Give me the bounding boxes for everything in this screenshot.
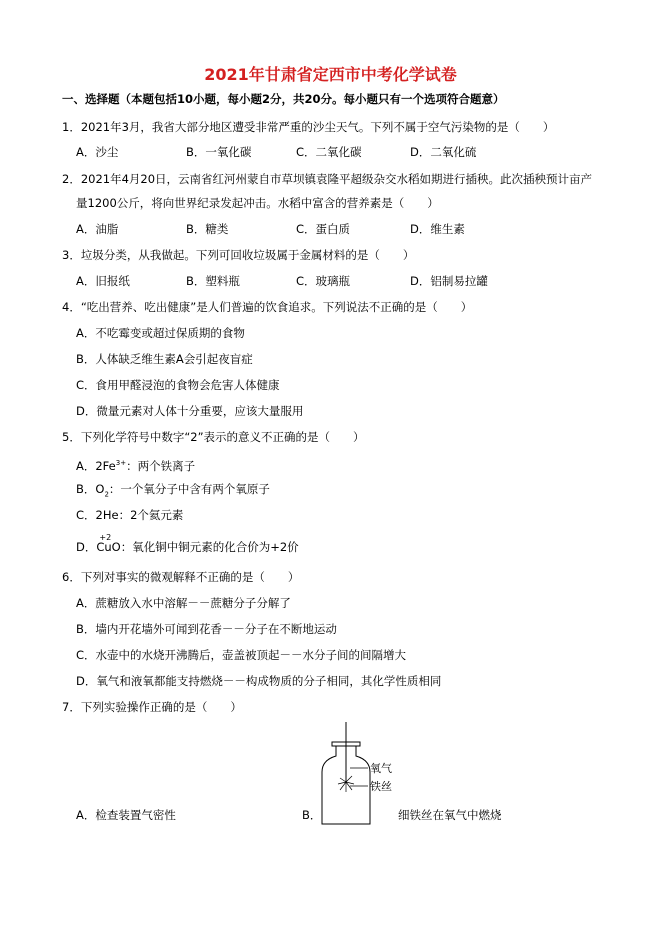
question-2-option-a: A．油脂 [76, 222, 119, 236]
question-4-option-c: C．食用甲醛浸泡的食物会危害人体健康 [76, 378, 280, 392]
question-5-option-a [76, 456, 195, 473]
question-4-option-b: B．人体缺乏维生素A会引起夜盲症 [76, 352, 253, 366]
question-4-option-d: D．微量元素对人体十分重要，应该大量服用 [76, 404, 304, 418]
option-a-formula: A．2Fe [76, 458, 116, 473]
question-7-option-b-caption: 细铁丝在氧气中燃烧 [398, 808, 502, 822]
option-d-letter: D． [76, 540, 97, 554]
question-1-option-c: C．二氧化碳 [296, 145, 362, 159]
question-4-stem: 4．“吃出营养、吃出健康”是人们普遍的饮食追求。下列说法不正确的是（ ） [62, 300, 473, 314]
question-7-stem: 7．下列实验操作正确的是（ ） [62, 700, 242, 714]
option-d-text: ：氧化铜中铜元素的化合价为+2价 [120, 540, 299, 554]
question-5-option-b [76, 482, 270, 501]
question-5-option-c: C．2He：2个氦元素 [76, 508, 184, 522]
question-6-option-a: A．蔗糖放入水中溶解－－蔗糖分子分解了 [76, 596, 291, 610]
formula-cuo: CuO [96, 540, 121, 554]
question-3-option-b: B．塑料瓶 [186, 274, 240, 288]
question-6-stem: 6．下列对事实的微观解释不正确的是（ ） [62, 570, 300, 584]
question-5-option-d [76, 533, 299, 554]
question-3-stem: 3．垃圾分类，从我做起。下列可回收垃圾属于金属材料的是（ ） [62, 248, 415, 262]
question-3-option-d: D．铝制易拉罐 [410, 274, 488, 288]
question-2-option-d: D．维生素 [410, 222, 465, 236]
question-3-option-c: C．玻璃瓶 [296, 274, 351, 288]
question-1-option-a: A．沙尘 [76, 145, 119, 159]
option-d-valence-formula [96, 533, 121, 554]
section-heading: 一、选择题（本题包括10小题，每小题2分，共20分。每小题只有一个选项符合题意） [62, 92, 505, 106]
valence-mark: +2 [99, 533, 112, 542]
question-7-option-a: A．检查装置气密性 [76, 808, 176, 822]
question-6-option-d: D．氧气和液氧都能支持燃烧－－构成物质的分子相同，其化学性质相同 [76, 674, 442, 688]
option-a-charge: 3+ [115, 459, 127, 467]
option-b-formula: B．O [76, 482, 105, 496]
label-oxygen: 氧气 [370, 762, 392, 775]
question-7-option-b: B． [302, 808, 322, 822]
question-1-option-b: B．一氧化碳 [186, 145, 252, 159]
question-1-stem: 1．2021年3月，我省大部分地区遭受非常严重的沙尘天气。下列不属于空气污染物的是（ ） [62, 120, 555, 134]
question-5-stem: 5．下列化学符号中数字“2”表示的意义不正确的是（ ） [62, 430, 365, 444]
question-2-option-c: C．蛋白质 [296, 222, 351, 236]
question-4-option-a: A．不吃霉变或超过保质期的食物 [76, 326, 245, 340]
question-2-stem-line-2: 量1200公斤，将向世界纪录发起冲击。水稻中富含的营养素是（ ） [76, 196, 439, 210]
option-a-text: ：两个铁离子 [126, 458, 196, 473]
question-2-option-b: B．糖类 [186, 222, 229, 236]
label-iron-wire: 铁丝 [370, 780, 392, 793]
question-2-stem-line-1: 2．2021年4月20日，云南省红河州蒙自市草坝镇袁隆平超级杂交水稻如期进行插秧。此次插秧预计亩产 [62, 172, 593, 186]
question-6-option-c: C．水壶中的水烧开沸腾后，壶盖被顶起－－水分子间的间隔增大 [76, 648, 407, 662]
question-1-option-d: D．二氧化硫 [410, 145, 477, 159]
question-3-option-a: A．旧报纸 [76, 274, 130, 288]
question-6-option-b: B．墙内开花墙外可闻到花香－－分子在不断地运动 [76, 622, 337, 636]
option-b-subscript: 2 [104, 490, 109, 499]
option-b-text: ：一个氧分子中含有两个氧原子 [108, 482, 270, 496]
page-title: 2021年甘肃省定西市中考化学试卷 [204, 65, 457, 84]
